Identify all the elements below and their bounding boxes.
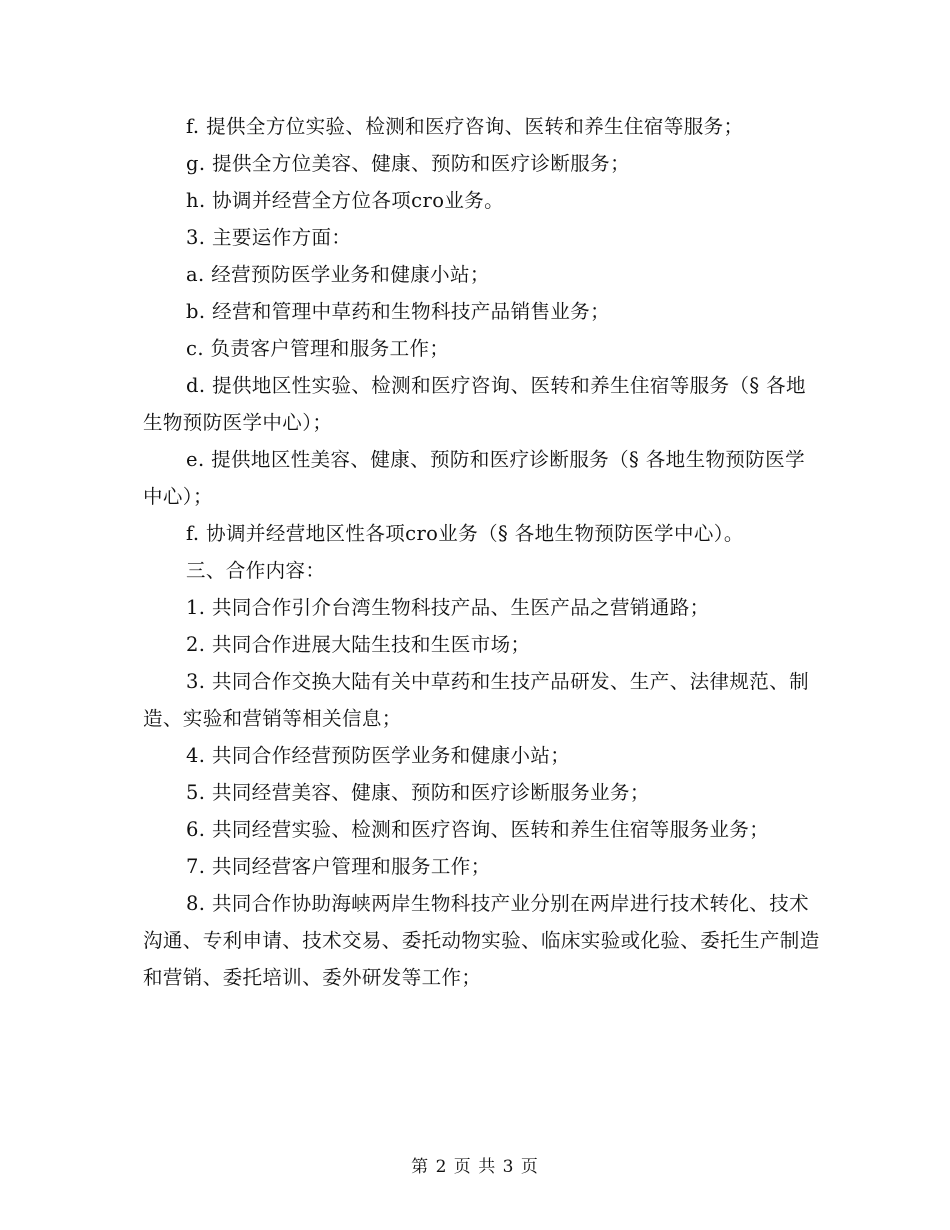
paragraph-item-3: 3. 共同合作交换大陆有关中草药和生技产品研发、生产、法律规范、制造、实验和营销等相关信息； (143, 670, 810, 730)
paragraph-item-8: 8. 共同合作协助海峡两岸生物科技产业分别在两岸进行技术转化、技术沟通、专利申请、技术交易、委托动物实验、临床实验或化验、委托生产制造和营销、委托培训、委外研发等工作； (143, 892, 820, 989)
paragraph-item-e: e. 提供地区性美容、健康、预防和医疗诊断服务（§ 各地生物预防医学中心）； (143, 448, 805, 508)
paragraph-item-f: f. 提供全方位实验、检测和医疗咨询、医转和养生住宿等服务； (186, 115, 744, 138)
paragraph-item-5: 5. 共同经营美容、健康、预防和医疗诊断服务业务； (186, 781, 650, 804)
paragraph-item-a: a. 经营预防医学业务和健康小站； (186, 263, 490, 286)
section-heading-cooperation: 三、合作内容： (186, 559, 326, 582)
paragraph-item-7: 7. 共同经营客户管理和服务工作； (186, 855, 491, 878)
paragraph-item-g: g. 提供全方位美容、健康、预防和医疗诊断服务； (186, 152, 630, 175)
page-footer: 第 2 页 共 3 页 (411, 1157, 539, 1177)
paragraph-item-c: c. 负责客户管理和服务工作； (186, 337, 450, 360)
paragraph-item-4: 4. 共同合作经营预防医学业务和健康小站； (186, 744, 571, 767)
paragraph-item-6: 6. 共同经营实验、检测和医疗咨询、医转和养生住宿等服务业务； (186, 818, 770, 841)
paragraph-item-h: h. 协调并经营全方位各项cro业务。 (186, 189, 505, 212)
paragraph-item-1: 1. 共同合作引介台湾生物科技产品、生医产品之营销通路； (186, 596, 710, 619)
section-heading-operations: 3. 主要运作方面： (186, 226, 352, 249)
document-body (143, 108, 823, 996)
paragraph-item-f2: f. 协调并经营地区性各项cro业务（§ 各地生物预防医学中心）。 (186, 522, 744, 545)
paragraph-item-d: d. 提供地区性实验、检测和医疗咨询、医转和养生住宿等服务（§ 各地生物预防医学中心）； (143, 374, 806, 434)
paragraph-item-b: b. 经营和管理中草药和生物科技产品销售业务； (186, 300, 611, 323)
paragraph-item-2: 2. 共同合作进展大陆生技和生医市场； (186, 633, 531, 656)
